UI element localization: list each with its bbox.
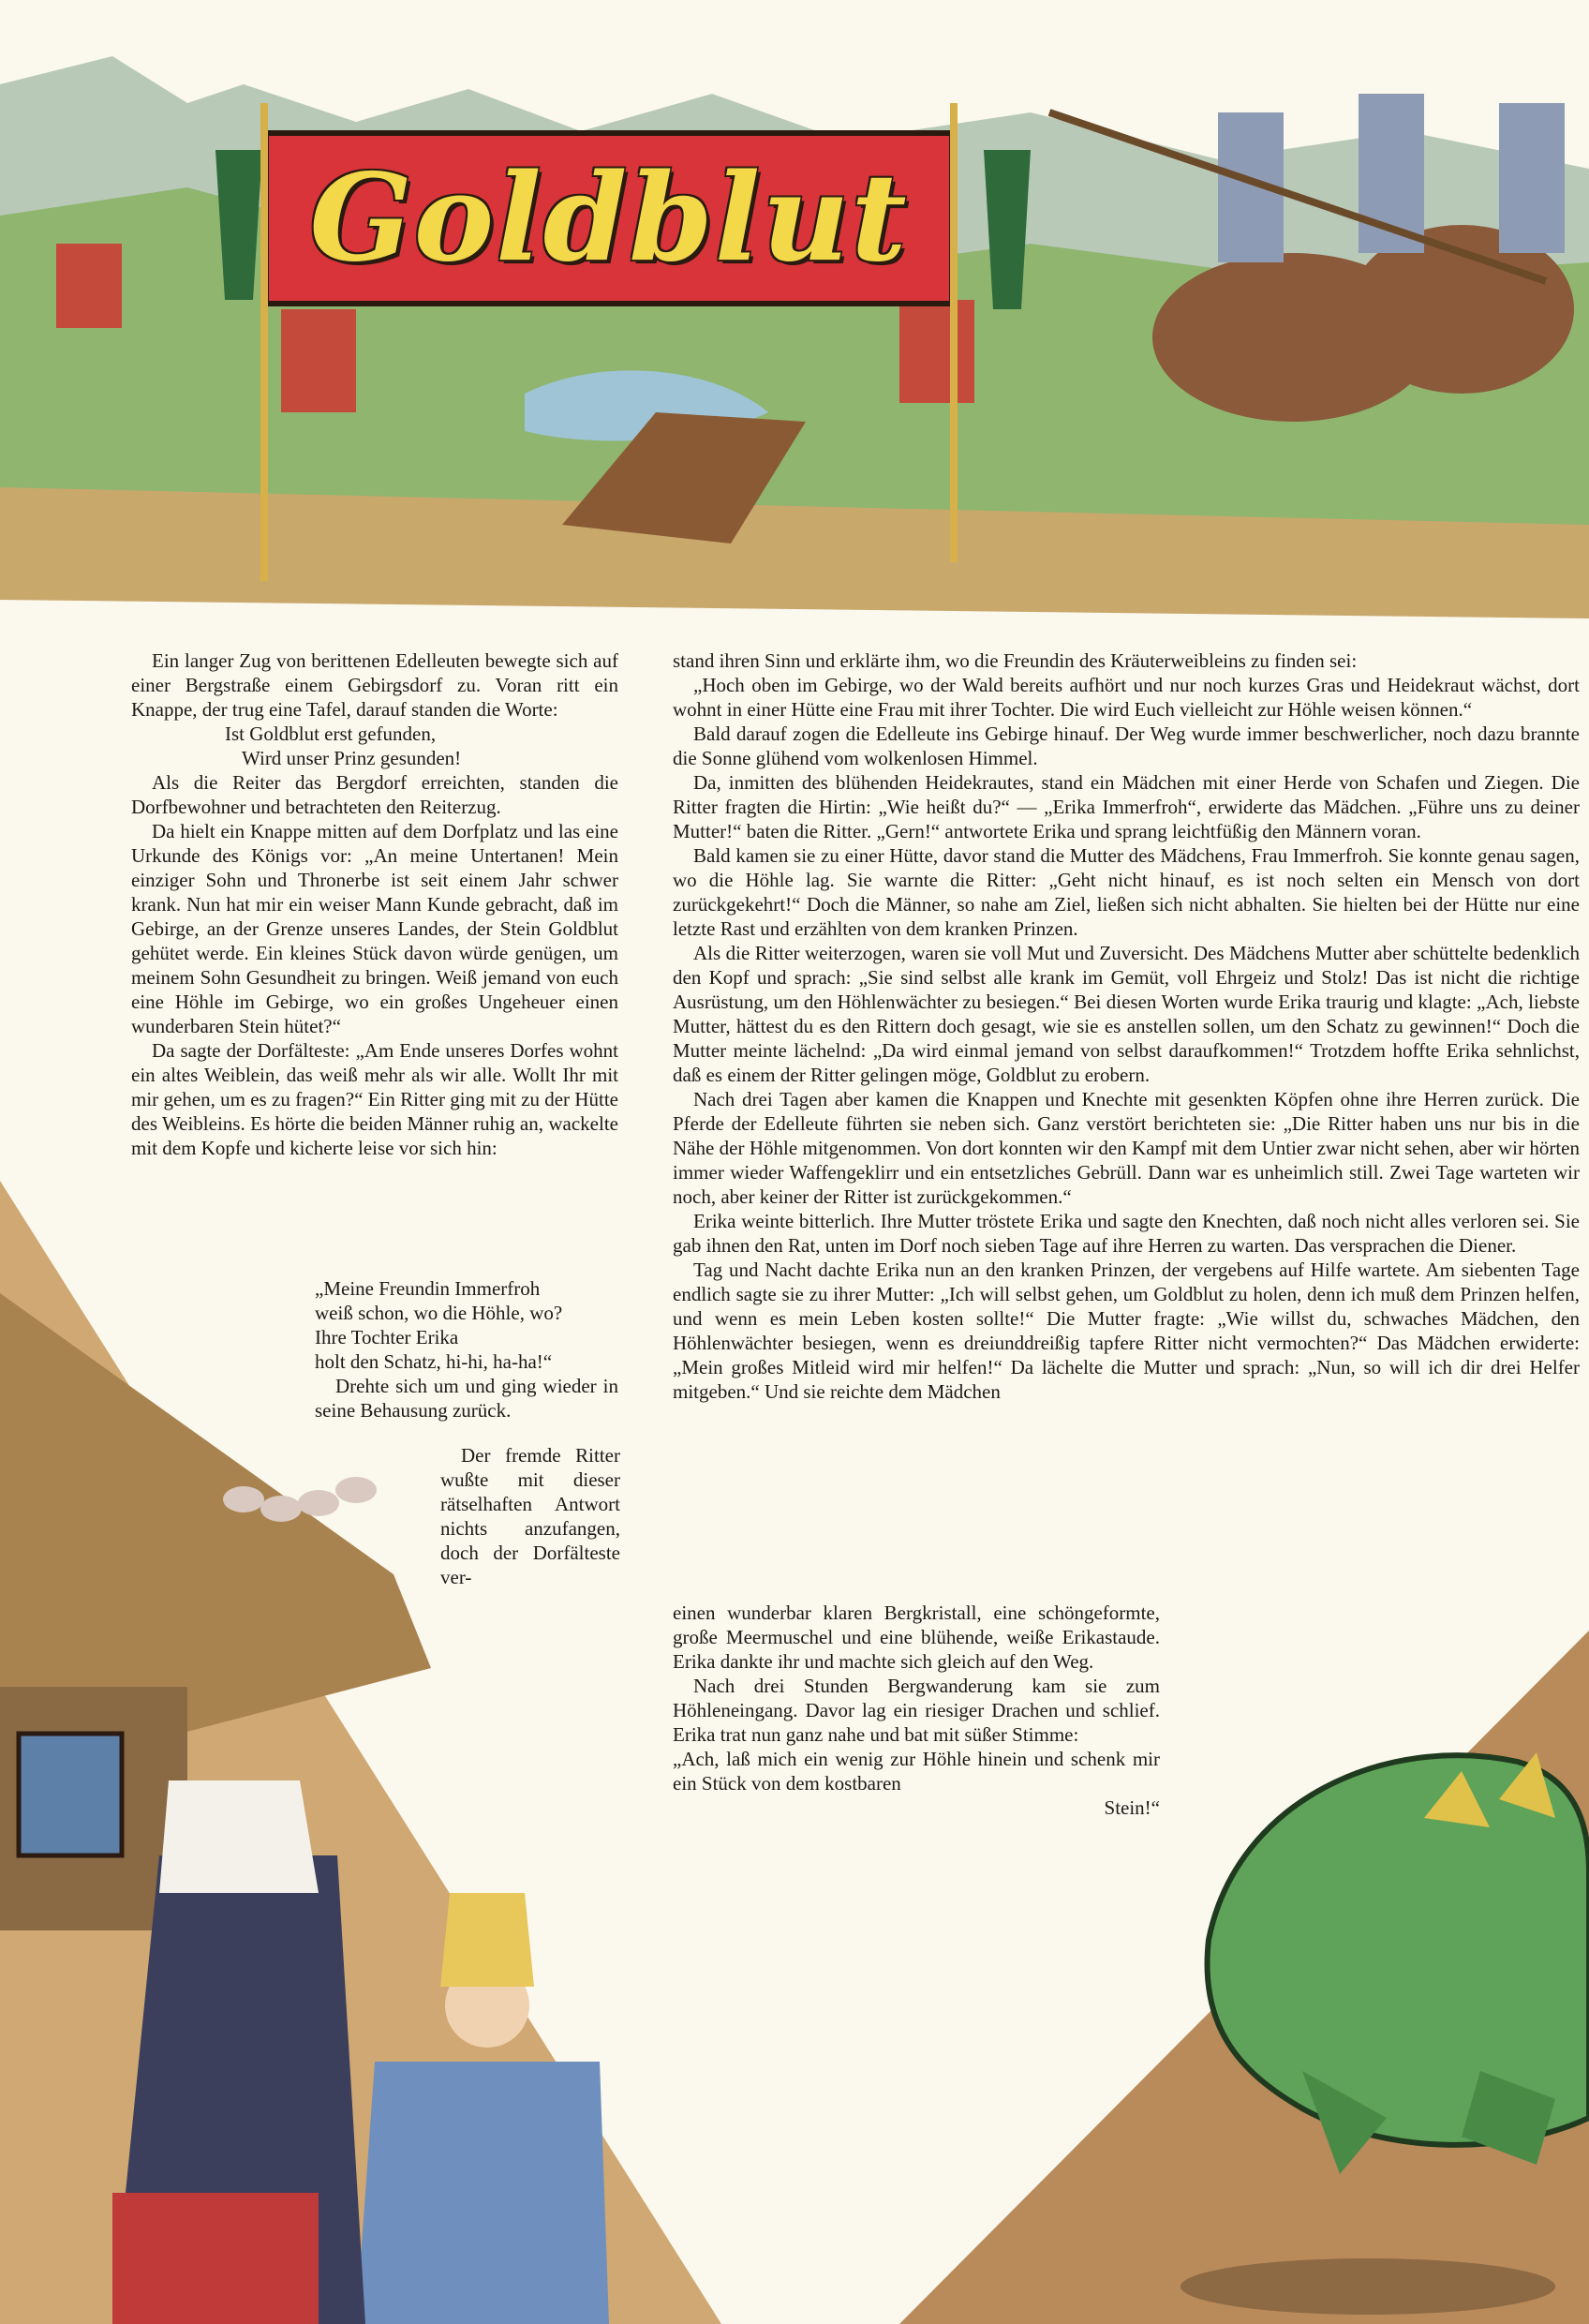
paragraph-end: Stein!“ xyxy=(1104,1796,1160,1819)
right-text-column xyxy=(673,648,1580,1404)
paragraph: Da hielt ein Knappe mitten auf dem Dorfplatz und las eine Urkunde des Königs vor: „An meine Untertanen! Mein einziger Sohn und Thronerbe ist seit einem Jahr schwer krank. Nun hat mir ein weiser Mann Kunde gebracht, daß im Gebirge, an der Grenze unseres Landes, der Stein Goldblut gehütet werde. Ein kleines Stück davon würde genügen, um meinem Sohn Gesundheit zu bringen. Weiß jemand von euch eine Höhle im Gebirge, wo ein großes Ungeheuer einen wunderbaren Stein hütet?“ xyxy=(131,820,618,1037)
paragraph: „Hoch oben im Gebirge, wo der Wald bereits aufhört und nur noch kurzes Gras und Heidekraut wächst, dort wohnt in einer Hütte eine Frau mit ihrer Tochter. Die wird Euch vielleicht zur Höhle weisen können.“ xyxy=(673,674,1580,721)
left-text-column xyxy=(131,648,618,1160)
page-title: Goldblut xyxy=(309,148,909,289)
title-banner xyxy=(262,129,956,307)
paragraph: Da, inmitten des blühenden Heidekrautes, stand ein Mädchen mit einer Herde von Schafen und Ziegen. Die Ritter fragten die Hirtin: „Wie heißt du?“ — „Erika Immerfroh“, erwiderte das Mädchen. „Führe uns zu deiner Mutter!“ baten die Ritter. „Gern!“ antwortete Erika und sprang leichtfüßig den Männern voran. xyxy=(673,771,1580,842)
poem-line: „Meine Freundin Immerfroh xyxy=(315,1277,541,1300)
paragraph: einen wunderbar klaren Bergkristall, eine schöngeformte, große Meermuschel und eine blühende, weiße Erikastaude. Erika dankte ihr und machte sich gleich auf den Weg. xyxy=(673,1601,1160,1673)
paragraph: Erika weinte bitterlich. Ihre Mutter tröstete Erika und sagte den Knechten, daß noch nicht alles verloren sei. Sie gab ihnen den Rat, unten im Dorf noch sieben Tage auf ihre Herren zu warten. Das versprachen die Diener. xyxy=(673,1210,1580,1257)
paragraph: Als die Reiter das Bergdorf erreichten, standen die Dorfbewohner und betrachteten den Reiterzug. xyxy=(131,771,618,818)
verse-line: Ist Goldblut erst gefunden, xyxy=(225,723,437,745)
paragraph: stand ihren Sinn und erklärte ihm, wo die Freundin des Kräuterweibleins zu finden sei: xyxy=(673,649,1358,672)
paragraph: Ein langer Zug von berittenen Edelleuten bewegte sich auf einer Bergstraße einem Gebirgsdorf zu. Voran ritt ein Knappe, der trug eine Tafel, darauf standen die Worte: xyxy=(131,649,618,721)
paragraph: Drehte sich um und ging wieder in seine Behausung zurück. xyxy=(315,1375,618,1422)
paragraph: Da sagte der Dorfälteste: „Am Ende unseres Dorfes wohnt ein altes Weiblein, das weiß mehr als wir alle. Wollt Ihr mit mir gehen, um es zu fragen?“ Ein Ritter ging mit zu der Hütte des Weibleins. Es hörte die beiden Männer ruhig an, wackelte mit dem Kopfe und kicherte leise vor sich hin: xyxy=(131,1039,618,1159)
paragraph: Bald kamen sie zu einer Hütte, davor stand die Mutter des Mädchens, Frau Immerfroh. Sie konnte genau sagen, wo die Höhle lag. Sie warnte die Ritter: „Geht nicht hinauf, es ist noch selten ein Mensch von dort zurückgekehrt!“ Doch die Männer, so nahe am Ziel, ließen sich nicht abhalten. Sie hielten bei der Hütte nur eine letzte Rast und erzählten von dem kranken Prinzen. xyxy=(673,844,1580,940)
paragraph: Bald darauf zogen die Edelleute ins Gebirge hinauf. Der Weg wurde immer beschwerlicher, noch dazu brannte die Sonne glühend vom wolkenlosen Himmel. xyxy=(673,723,1580,769)
left-narrow-column xyxy=(440,1443,620,1589)
paragraph: Der fremde Ritter wußte mit dieser rätselhaften Antwort nichts anzufangen, doch der Dorfälteste ver- xyxy=(440,1444,620,1588)
header-illustration xyxy=(0,0,1589,618)
paragraph: Nach drei Tagen aber kamen die Knappen und Knechte mit gesenkten Köpfen ohne ihre Herren zurück. Die Pferde der Edelleute führten sie neben sich. Ganz verstört berichteten sie: „Die Ritter haben uns nur bis in die Nähe der Höhle mitgenommen. Von dort konnten wir den Kampf mit dem Untier zwar nicht sehen, aber wir hörten immer wieder Waffengeklirr und ein entsetzliches Gebrüll. Dann war es unheimlich still. Zwei Tage warteten wir noch, aber keiner der Ritter ist zurückgekommen.“ xyxy=(673,1088,1580,1208)
poem-line: Ihre Tochter Erika xyxy=(315,1326,459,1348)
paragraph: Nach drei Stunden Bergwanderung kam sie zum Höhleneingang. Davor lag ein riesiger Drachen und schlief. Erika trat nun ganz nahe und bat mit süßer Stimme: xyxy=(673,1675,1160,1746)
right-narrow-column xyxy=(673,1601,1160,1820)
paragraph: Tag und Nacht dachte Erika nun an den kranken Prinzen, der vergebens auf Hilfe wartete. Am siebenten Tage endlich sagte sie zu ihrer Mutter: „Ich will selbst gehen, um Goldblut zu holen, denn ich muß dem Prinzen helfen, und wenn es mein Leben kosten sollte!“ Die Mutter fragte: „Wie willst du, schwaches Mädchen, den Höhlenwächter besiegen, wenn es dreiunddreißig tapfere Ritter nicht vermochten?“ Das Mädchen erwiderte: „Mein großes Mitleid wird mir helfen!“ Da lächelte die Mutter und sprach: „Nun, so will ich dir drei Helfer mitgeben.“ Und sie reichte dem Mädchen xyxy=(673,1259,1580,1403)
poem-line: holt den Schatz, hi-hi, ha-ha!“ xyxy=(315,1350,553,1373)
poem-line: weiß schon, wo die Höhle, wo? xyxy=(315,1302,563,1324)
paragraph: „Ach, laß mich ein wenig zur Höhle hinein und schenk mir ein Stück von dem kostbaren xyxy=(673,1748,1160,1795)
verse-line: Wird unser Prinz gesunden! xyxy=(242,747,462,769)
paragraph: Als die Ritter weiterzogen, waren sie voll Mut und Zuversicht. Des Mädchens Mutter aber schüttelte bedenklich den Kopf und sprach: „Sie sind selbst alle krank im Gemüt, voll Ehrgeiz und Stolz! Das ist nicht die richtige Ausrüstung, um den Höhlenwächter zu besiegen.“ Bei diesen Worten wurde Erika traurig und klagte: „Ach, liebste Mutter, hättest du es den Rittern doch gesagt, wie sie es anstellen sollen, um den Schatz zu gewinnen!“ Doch die Mutter meinte lächelnd: „Da wird einmal jemand von selbst daraufkommen!“ Trotzdem hoffte Erika sehnlichst, daß es einem der Ritter gelingen möge, Goldblut zu erobern. xyxy=(673,942,1580,1086)
left-poem-column xyxy=(315,1276,618,1423)
